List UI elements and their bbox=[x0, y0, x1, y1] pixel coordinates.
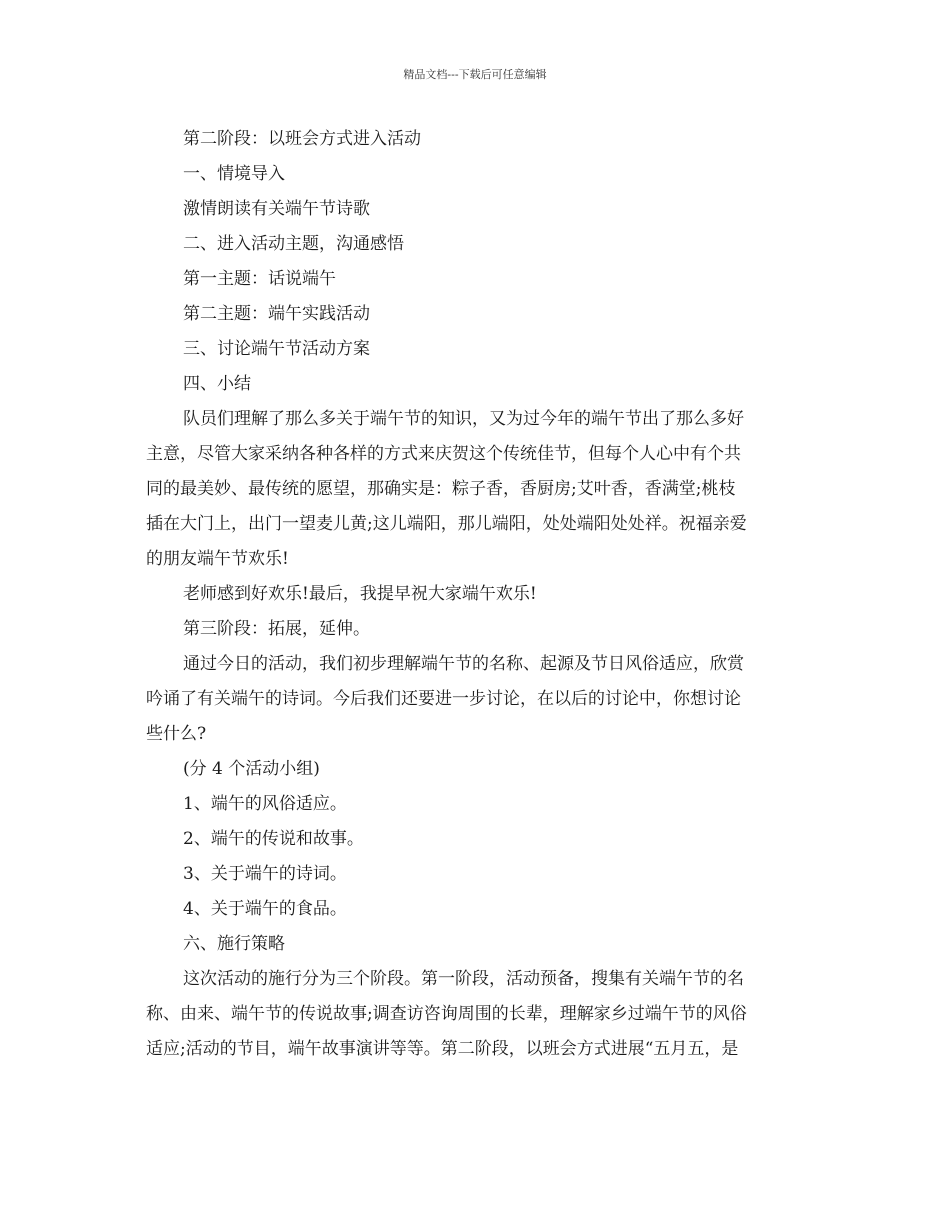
text-line: 队员们理解了那么多关于端午节的知识，又为过今年的端午节出了那么多好 bbox=[183, 409, 744, 429]
text-line: 四、小结 bbox=[183, 374, 251, 394]
text-line: 第一主题：话说端午 bbox=[183, 269, 336, 289]
text-line: 主意，尽管大家采纳各种各样的方式来庆贺这个传统佳节，但每个人心中有个共 bbox=[146, 444, 741, 464]
text-line: 老师感到好欢乐!最后，我提早祝大家端午欢乐! bbox=[183, 584, 537, 604]
text-line: 这次活动的施行分为三个阶段。第一阶段，活动预备，搜集有关端午节的名 bbox=[183, 969, 744, 989]
text-line: 第三阶段：拓展，延伸。 bbox=[183, 619, 370, 639]
text-line: 同的最美妙、最传统的愿望，那确实是：粽子香，香厨房;艾叶香，香满堂;桃枝 bbox=[146, 479, 736, 499]
text-line: 适应;活动的节目，端午故事演讲等等。第二阶段，以班会方式进展“五月五，是 bbox=[146, 1039, 739, 1059]
text-line: 三、讨论端午节活动方案 bbox=[183, 339, 370, 359]
text-line: 3、关于端午的诗词。 bbox=[183, 864, 347, 884]
text-line: 一、情境导入 bbox=[183, 164, 285, 184]
text-line: 六、施行策略 bbox=[183, 934, 285, 954]
text-line: 的朋友端午节欢乐! bbox=[146, 549, 289, 569]
page-header: 精品文档---下载后可任意编辑 bbox=[403, 68, 547, 81]
text-line: 通过今日的活动，我们初步理解端午节的名称、起源及节日风俗适应，欣赏 bbox=[183, 654, 744, 674]
text-line: 第二阶段：以班会方式进入活动 bbox=[183, 129, 421, 149]
text-line: 1、端午的风俗适应。 bbox=[183, 794, 347, 814]
text-line: 吟诵了有关端午的诗词。今后我们还要进一步讨论，在以后的讨论中，你想讨论 bbox=[146, 689, 741, 709]
text-line: 称、由来、端午节的传说故事;调查访咨询周围的长辈，理解家乡过端午节的风俗 bbox=[146, 1004, 747, 1024]
document-body bbox=[146, 122, 808, 1067]
text-line: 激情朗读有关端午节诗歌 bbox=[183, 199, 370, 219]
text-line: 第二主题：端午实践活动 bbox=[183, 304, 370, 324]
text-line: 插在大门上，出门一望麦儿黄;这儿端阳，那儿端阳，处处端阳处处祥。祝福亲爱 bbox=[146, 514, 747, 534]
text-line: 二、进入活动主题，沟通感悟 bbox=[183, 234, 404, 254]
text-line: (分 4 个活动小组) bbox=[183, 759, 320, 779]
text-line: 2、端午的传说和故事。 bbox=[183, 829, 364, 849]
text-line: 4、关于端午的食品。 bbox=[183, 899, 347, 919]
text-line: 些什么? bbox=[146, 724, 207, 744]
